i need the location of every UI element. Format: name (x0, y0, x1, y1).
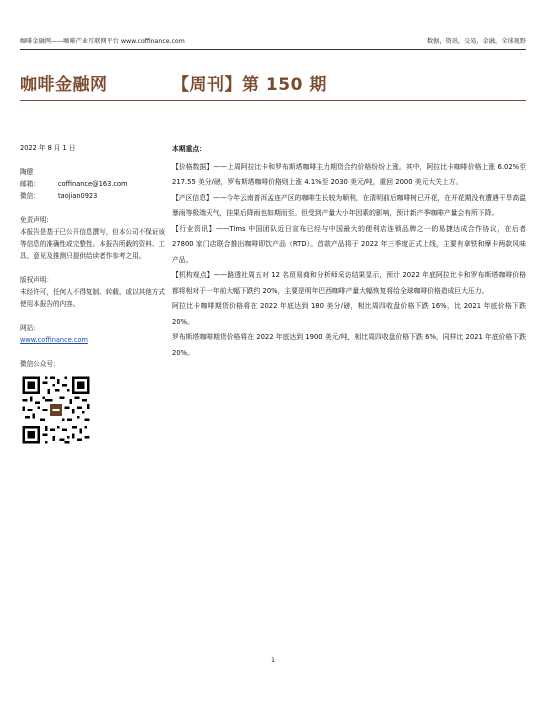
report-date: 2022 年 8 月 1 日 (20, 144, 76, 152)
paragraph-price-data: 【价格数据】——上周阿拉比卡和罗布斯塔咖啡主力期货合约价格纷纷上涨。其中，阿拉比卡咖啡价格上涨 6.02%至 217.55 美分/磅，罗布斯塔咖啡价格则上涨 4.1%至 2030 美元/吨，重回 2000 美元大关上方。 (172, 162, 526, 186)
disclaimer-heading: 免责声明: (20, 216, 49, 224)
paragraph-arabica-forecast: 阿拉比卡咖啡期货价格将在 2022 年底达到 180 美分/磅，相比周四收盘价格下跌 16%，比 2021 年底价格下跌 20%。 (172, 302, 526, 326)
title-divider (20, 100, 526, 101)
wechat-account-label: 微信公众号： (20, 360, 60, 368)
email-value: coffinance@163.com (58, 180, 128, 188)
sidebar (20, 142, 170, 458)
page-header (20, 36, 526, 48)
header-right-text: 数据，资讯，交易，金融，全球视野 (427, 38, 526, 45)
header-left-text: 咖啡金融网——咖啡产业互联网平台 www.coffinance.com (20, 38, 185, 45)
wechat-row (20, 190, 170, 202)
highlights-heading: 本期重点： (172, 145, 206, 153)
website-block (20, 322, 170, 346)
disclaimer-block (20, 214, 170, 262)
qr-code-image (20, 374, 92, 446)
email-row (20, 178, 170, 190)
copyright-text: 未经许可，任何人不得复制、转载、或以其他方式使用本报告的内容。 (20, 288, 166, 308)
contact-block (20, 166, 170, 202)
website-label: 网站: (20, 324, 36, 332)
paragraph-institution-view: 【机构观点】——路透社周五对 12 名贸易商和分析师采访结果显示，预计 2022 年底阿拉比卡和罗布斯塔咖啡价格都将相对于一年前大幅下跌约 20%，主要是明年巴西咖啡产量大幅恢复将给全球咖啡价格造成巨大压力。 (172, 271, 526, 295)
header-divider (20, 49, 526, 50)
paragraph-origin-info: 【产区信息】——今年云南普洱孟连产区的咖啡生长较为顺利，在清明前后咖啡树已开花，在开花期没有遭遇干旱高温暴雨等极端天气，挂果后降雨也如期而至。但受到产量大小年因素的影响，预计新产季咖啡产量会有所下降。 (172, 193, 526, 217)
page-number: 1 (270, 656, 276, 664)
issue-title: 【周刊】第 150 期 (172, 75, 327, 95)
copyright-block (20, 274, 170, 310)
copyright-heading: 版权声明： (20, 276, 53, 284)
brand-title: 咖啡金融网 (20, 75, 108, 95)
contact-heading: 陶健 (20, 168, 34, 176)
website-link[interactable]: www.coffinance.com (20, 336, 88, 344)
wechat-label: 微信： (20, 192, 40, 200)
paragraph-industry-news: 【行业资讯】——Tims 中国团队近日宣布已经与中国最大的便利店连锁品牌之一的易捷达成合作协议，在后者 27800 家门店联合推出咖啡即饮产品（RTD）。首款产品将于 2022 年三季度正式上线，主要有拿铁和摩卡两款风味产品。 (172, 224, 526, 264)
wechat-value: taojian0923 (58, 192, 98, 200)
date-block (20, 142, 170, 154)
wechat-account-block (20, 358, 170, 446)
email-label: 邮箱： (20, 180, 40, 188)
disclaimer-text: 本报告是基于已公开信息撰写，但本公司不保证该等信息的准确性或完整性。本报告所载的资料、工具、意见及推测只提供给读者作参考之用。 (20, 228, 166, 260)
paragraph-robusta-forecast: 罗布斯塔咖啡期货价格将在 2022 年底达到 1900 美元/吨，相比周四收盘价格下跌 6%，同样比 2021 年底价格下跌 20%。 (172, 333, 526, 357)
main-content (172, 142, 526, 361)
